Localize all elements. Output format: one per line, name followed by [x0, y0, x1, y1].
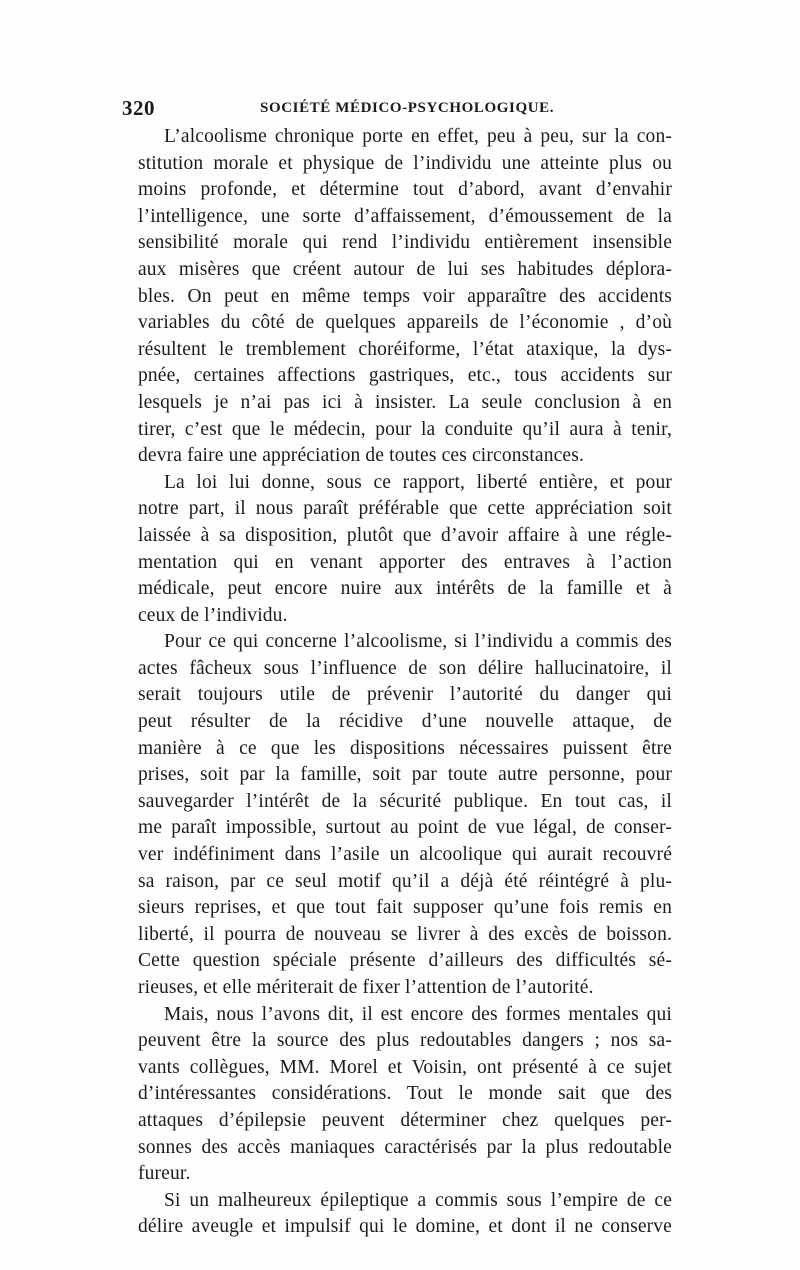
- text-line: l’intelligence, une sorte d’affaissement, d’émoussement de la: [138, 205, 672, 227]
- text-line: Si un malheureux épileptique a commis sous l’empire de ce: [164, 1189, 672, 1211]
- text-line: moins profonde, et détermine tout d’abord, avant d’envahir: [138, 179, 672, 201]
- text-line: attaques d’épilepsie peuvent déterminer chez quelques per-: [138, 1109, 672, 1131]
- text-line: sieurs reprises, et que tout fait supposer qu’une fois remis en: [138, 897, 672, 919]
- body-text: [138, 124, 672, 1241]
- text-line: aux misères que créent autour de lui ses habitudes déplora-: [138, 258, 672, 280]
- text-line: liberté, il pourra de nouveau se livrer à des excès de boisson.: [138, 923, 672, 945]
- text-line: fureur.: [138, 1163, 191, 1185]
- text-line: stitution morale et physique de l’individu une atteinte plus ou: [138, 152, 672, 174]
- text-line: d’intéressantes considérations. Tout le monde sait que des: [138, 1083, 672, 1105]
- text-line: Mais, nous l’avons dit, il est encore des formes mentales qui: [164, 1003, 672, 1025]
- text-line: peuvent être la source des plus redoutables dangers ; nos sa-: [138, 1030, 672, 1052]
- text-line: vants collègues, MM. Morel et Voisin, ont présenté à ce sujet: [138, 1056, 672, 1078]
- text-line: peut résulter de la récidive d’une nouvelle attaque, de: [138, 711, 672, 733]
- text-line: Cette question spéciale présente d’ailleurs des difficultés sé-: [138, 950, 672, 972]
- text-line: délire aveugle et impulsif qui le domine, et dont il ne conserve: [138, 1216, 672, 1238]
- text-line: prises, soit par la famille, soit par toute autre personne, pour: [138, 764, 672, 786]
- text-line: ceux de l’individu.: [138, 604, 288, 626]
- text-line: ver indéfiniment dans l’asile un alcoolique qui aurait recouvré: [138, 844, 672, 866]
- text-line: laissée à sa disposition, plutôt que d’avoir affaire à une régle-: [138, 524, 672, 546]
- text-line: L’alcoolisme chronique porte en effet, peu à peu, sur la con-: [164, 126, 672, 147]
- page-number: 320: [122, 96, 155, 120]
- text-line: sa raison, par ce seul motif qu’il a déjà été réintégré à plu-: [138, 870, 672, 892]
- text-line: tirer, c’est que le médecin, pour la conduite qu’il aura à tenir,: [138, 418, 672, 440]
- text-line: La loi lui donne, sous ce rapport, liberté entière, et pour: [164, 471, 672, 493]
- text-line: Pour ce qui concerne l’alcoolisme, si l’individu a commis des: [164, 631, 672, 653]
- text-line: mentation qui en venant apporter des entraves à l’action: [138, 551, 672, 573]
- text-line: résultent le tremblement choréiforme, l’état ataxique, la dys-: [138, 338, 672, 360]
- text-line: me paraît impossible, surtout au point de vue légal, de conser-: [138, 817, 672, 839]
- text-line: sauvegarder l’intérêt de la sécurité publique. En tout cas, il: [138, 790, 672, 812]
- text-line: sensibilité morale qui rend l’individu entièrement insensible: [138, 232, 672, 254]
- text-line: rieuses, et elle mériterait de fixer l’attention de l’autorité.: [138, 977, 594, 998]
- text-line: manière à ce que les dispositions nécessaires puissent être: [138, 737, 672, 759]
- text-line: médicale, peut encore nuire aux intérêts de la famille et à: [138, 578, 672, 600]
- running-title: SOCIÉTÉ MÉDICO-PSYCHOLOGIQUE.: [260, 100, 555, 116]
- text-line: lesquels je n’ai pas ici à insister. La seule conclusion à en: [138, 391, 672, 413]
- text-line: sonnes des accès maniaques caractérisés par la plus redoutable: [138, 1136, 672, 1158]
- text-line: bles. On peut en même temps voir apparaître des accidents: [138, 285, 672, 307]
- page-header: [122, 96, 678, 122]
- text-line: serait toujours utile de prévenir l’autorité du danger qui: [138, 684, 672, 706]
- text-line: actes fâcheux sous l’influence de son délire hallucinatoire, il: [138, 657, 672, 679]
- text-line: pnée, certaines affections gastriques, etc., tous accidents sur: [138, 365, 672, 387]
- text-line: devra faire une appréciation de toutes ces circonstances.: [138, 445, 585, 467]
- text-line: notre part, il nous paraît préférable que cette appréciation soit: [138, 498, 672, 520]
- text-line: variables du côté de quelques appareils de l’économie , d’où: [138, 312, 672, 334]
